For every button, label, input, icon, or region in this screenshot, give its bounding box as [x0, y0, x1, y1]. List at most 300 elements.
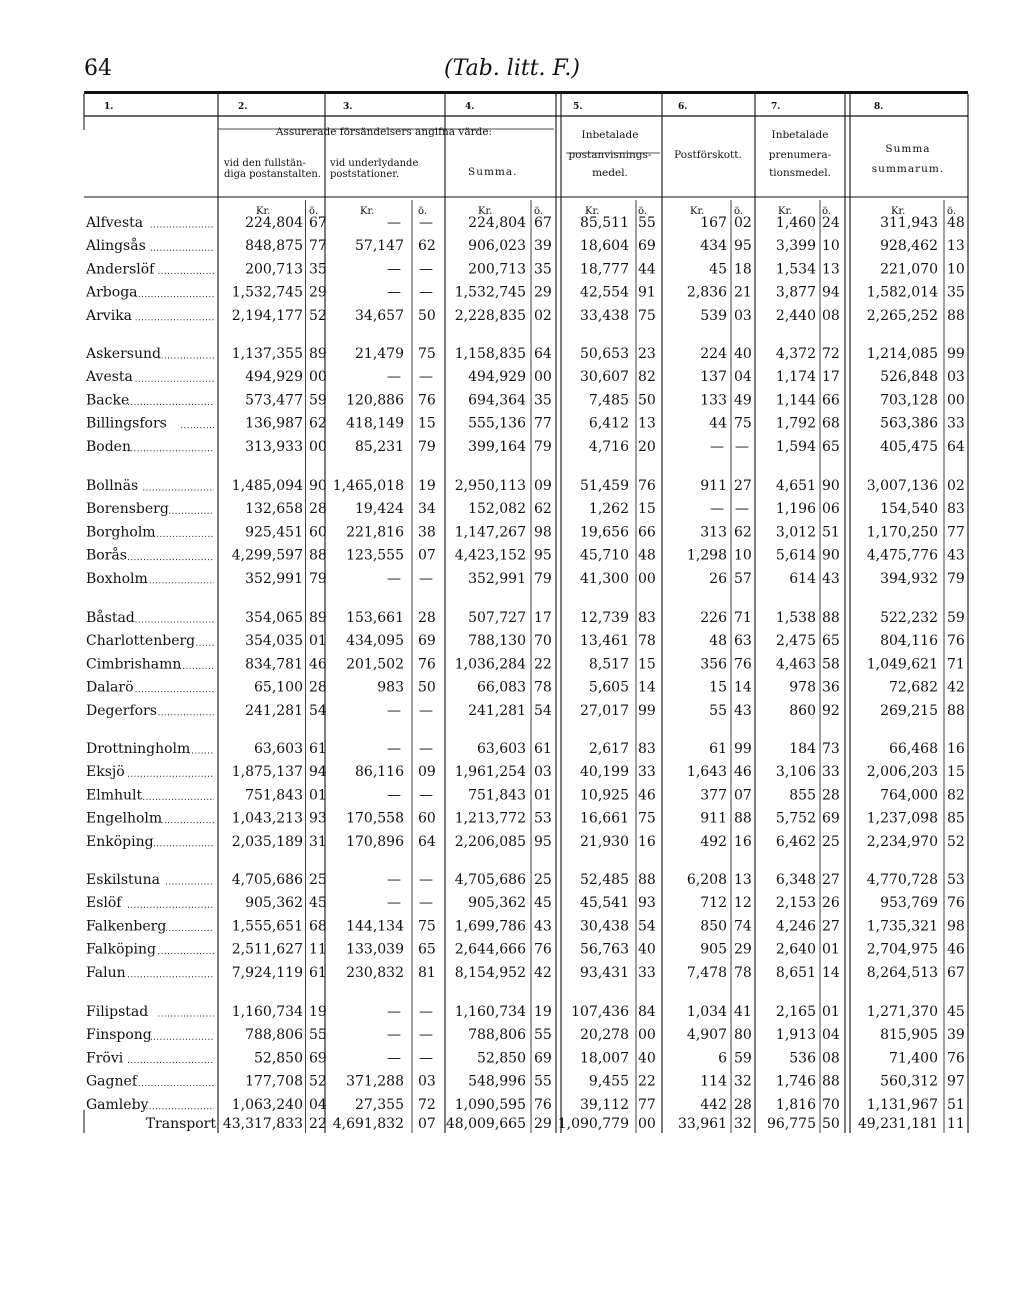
value-kronor: 30,607: [580, 369, 629, 386]
page-title: (Tab. litt. F.): [444, 56, 580, 81]
value-kronor: 85,231: [355, 438, 404, 455]
station-name: Degerfors: [86, 702, 157, 719]
value-ore: 98: [947, 918, 965, 935]
empty-dash: —: [419, 787, 433, 804]
value-ore: 76: [947, 633, 965, 650]
transport-kronor: 96,775: [767, 1116, 816, 1132]
transport-kronor: 4,691,832: [332, 1116, 404, 1132]
value-kronor: 703,128: [880, 392, 938, 409]
empty-dash: —: [419, 1004, 433, 1020]
value-kronor: 21,479: [355, 346, 404, 362]
station-name: Alingsås: [86, 238, 146, 255]
value-ore: 35: [947, 284, 965, 301]
value-kronor: 1,735,321: [866, 918, 938, 935]
value-ore: 00: [309, 438, 327, 455]
value-kronor: 66,468: [889, 741, 938, 757]
value-ore: 90: [822, 478, 840, 494]
empty-dash: —: [387, 741, 401, 757]
value-ore: 48: [947, 215, 965, 231]
value-kronor: 16,661: [580, 810, 629, 827]
value-ore: 97: [947, 1073, 965, 1090]
value-kronor: 494,929: [245, 369, 303, 386]
value-ore: 00: [638, 1027, 656, 1044]
value-ore: 39: [534, 238, 552, 255]
value-kronor: 41,300: [580, 570, 629, 587]
value-kronor: 1,816: [775, 1096, 816, 1113]
value-kronor: 1,465,018: [332, 478, 404, 494]
value-ore: 79: [534, 570, 552, 587]
value-kronor: 3,012: [775, 524, 816, 541]
column-number: 1.: [104, 102, 114, 112]
value-ore: 75: [418, 918, 436, 935]
value-ore: 88: [822, 610, 840, 626]
value-ore: 88: [734, 810, 752, 827]
value-kronor: 85,511: [580, 215, 629, 231]
col5-header: medel.: [592, 167, 628, 179]
value-ore: 20: [638, 438, 656, 455]
col7-header: prenumera-: [768, 149, 832, 161]
unit-ore: ö.: [418, 206, 428, 217]
value-kronor: 152,082: [468, 501, 526, 518]
value-ore: 76: [638, 478, 656, 494]
station-name: Elmhult: [86, 787, 143, 804]
value-ore: 28: [822, 787, 840, 804]
value-ore: 46: [309, 656, 327, 673]
value-kronor: 224,804: [245, 215, 303, 231]
value-ore: 24: [822, 215, 840, 231]
value-kronor: 563,386: [880, 415, 938, 432]
value-kronor: 52,485: [580, 872, 629, 888]
value-ore: 82: [947, 787, 965, 804]
value-kronor: 560,312: [880, 1073, 938, 1090]
value-ore: 76: [534, 941, 552, 958]
value-kronor: 12,739: [580, 610, 629, 626]
value-kronor: 906,023: [468, 238, 526, 255]
value-ore: 43: [822, 570, 840, 587]
value-ore: 76: [947, 895, 965, 912]
value-ore: 77: [534, 415, 552, 432]
column-number: 4.: [465, 102, 475, 112]
value-kronor: 241,281: [468, 702, 526, 719]
value-ore: 16: [947, 741, 965, 757]
value-kronor: 52,850: [477, 1050, 526, 1067]
unit-kronor: Kr.: [690, 206, 705, 217]
value-kronor: 1,137,355: [231, 346, 303, 362]
unit-kronor: Kr.: [360, 206, 375, 217]
value-kronor: 7,924,119: [231, 964, 303, 981]
value-ore: 68: [822, 415, 840, 432]
value-ore: 88: [947, 307, 965, 324]
value-kronor: 804,116: [880, 633, 938, 650]
value-kronor: 815,905: [880, 1027, 938, 1044]
value-ore: 15: [638, 501, 656, 518]
value-kronor: 434: [700, 238, 727, 255]
value-kronor: 27,355: [355, 1096, 404, 1113]
value-ore: 40: [638, 1050, 656, 1067]
value-ore: 27: [734, 478, 752, 494]
value-kronor: 26: [709, 570, 727, 587]
value-kronor: 8,264,513: [866, 964, 938, 981]
unit-kronor: Kr.: [256, 206, 271, 217]
value-ore: 72: [822, 346, 840, 362]
empty-dash: —: [387, 284, 401, 301]
station-name: Falköping: [86, 941, 156, 958]
value-kronor: 200,713: [468, 261, 526, 278]
value-kronor: 107,436: [571, 1004, 629, 1020]
value-kronor: 52,850: [254, 1050, 303, 1067]
value-kronor: 57,147: [355, 238, 404, 255]
value-kronor: 51,459: [580, 478, 629, 494]
transport-kronor: 1,090,779: [557, 1116, 629, 1132]
value-kronor: 1,460: [775, 215, 816, 231]
value-ore: 90: [309, 478, 327, 494]
unit-kronor: Kr.: [891, 206, 906, 217]
empty-dash: —: [419, 369, 433, 386]
value-ore: 55: [534, 1027, 552, 1044]
value-kronor: 352,991: [245, 570, 303, 587]
value-ore: 64: [947, 438, 965, 455]
value-kronor: 539: [700, 307, 727, 324]
value-kronor: 224,804: [468, 215, 526, 231]
value-kronor: 61: [709, 741, 727, 757]
value-kronor: 48: [709, 633, 727, 650]
value-kronor: 764,000: [880, 787, 938, 804]
col5-header: Inbetalade: [581, 129, 639, 141]
value-kronor: 788,806: [468, 1027, 526, 1044]
value-kronor: 19,424: [355, 501, 404, 518]
value-ore: 01: [822, 941, 840, 958]
empty-dash: —: [419, 570, 433, 587]
value-ore: 67: [947, 964, 965, 981]
value-kronor: 1,170,250: [866, 524, 938, 541]
value-ore: 55: [534, 1073, 552, 1090]
value-ore: 66: [822, 392, 840, 409]
value-ore: 79: [534, 438, 552, 455]
transport-ore: 29: [534, 1116, 552, 1132]
value-ore: 59: [309, 392, 327, 409]
value-ore: 04: [309, 1096, 327, 1113]
value-kronor: 788,806: [245, 1027, 303, 1044]
unit-ore: ö.: [534, 206, 544, 217]
value-kronor: 1,699,786: [454, 918, 526, 935]
value-kronor: 2,035,189: [231, 833, 303, 850]
value-ore: 43: [534, 918, 552, 935]
value-kronor: 3,877: [775, 284, 816, 301]
station-name: Anderslöf: [86, 261, 155, 278]
value-kronor: 63,603: [254, 741, 303, 757]
unit-ore: ö.: [734, 206, 744, 217]
value-ore: 38: [418, 524, 436, 541]
empty-dash: —: [387, 570, 401, 587]
value-kronor: 4,770,728: [866, 872, 938, 888]
value-ore: 65: [418, 941, 436, 958]
col6-header: Postförskott.: [674, 149, 742, 161]
value-ore: 76: [418, 392, 436, 409]
value-kronor: 2,265,252: [866, 307, 938, 324]
value-kronor: 860: [789, 702, 816, 719]
value-kronor: 2,234,970: [866, 833, 938, 850]
value-kronor: 137: [700, 369, 727, 386]
value-kronor: 133: [700, 392, 727, 409]
value-ore: 42: [534, 964, 552, 981]
value-kronor: 93,431: [580, 964, 629, 981]
value-kronor: 1,792: [775, 415, 816, 432]
value-ore: 88: [309, 547, 327, 564]
value-ore: 74: [734, 918, 752, 935]
value-kronor: 136,987: [245, 415, 303, 432]
station-name: Avesta: [86, 369, 133, 386]
value-ore: 66: [638, 524, 656, 541]
value-kronor: 3,106: [775, 764, 816, 781]
empty-dash: —: [419, 1050, 433, 1067]
value-kronor: 4,299,597: [231, 547, 303, 564]
value-ore: 46: [638, 787, 656, 804]
value-kronor: 394,932: [880, 570, 938, 587]
value-ore: 54: [638, 918, 656, 935]
value-kronor: 492: [700, 833, 727, 850]
value-ore: 76: [418, 656, 436, 673]
value-ore: 81: [418, 964, 436, 981]
value-ore: 27: [822, 872, 840, 888]
col5-header: postanvisnings-: [568, 149, 652, 161]
value-ore: 51: [822, 524, 840, 541]
value-kronor: 1,160,734: [231, 1004, 303, 1020]
value-ore: 75: [638, 810, 656, 827]
empty-dash: —: [387, 1004, 401, 1020]
value-kronor: 2,228,835: [454, 307, 526, 324]
value-ore: 33: [638, 964, 656, 981]
value-ore: 04: [734, 369, 752, 386]
value-kronor: 855: [789, 787, 816, 804]
value-ore: 14: [822, 964, 840, 981]
value-ore: 95: [734, 238, 752, 255]
value-ore: 78: [534, 679, 552, 696]
value-kronor: 120,886: [346, 392, 404, 409]
value-kronor: 834,781: [245, 656, 303, 673]
value-ore: 78: [734, 964, 752, 981]
value-kronor: 4,705,686: [231, 872, 303, 888]
value-kronor: 788,130: [468, 633, 526, 650]
value-ore: 33: [947, 415, 965, 432]
value-ore: 49: [734, 392, 752, 409]
value-kronor: 911: [700, 810, 727, 827]
value-kronor: 241,281: [245, 702, 303, 719]
value-ore: 01: [309, 633, 327, 650]
station-name: Borensberg: [86, 501, 169, 518]
value-ore: 88: [947, 702, 965, 719]
value-kronor: 850: [700, 918, 727, 935]
station-name: Charlottenberg: [86, 633, 196, 650]
value-ore: 62: [734, 524, 752, 541]
transport-kronor: 33,961: [678, 1116, 727, 1132]
value-kronor: 154,540: [880, 501, 938, 518]
value-ore: 92: [822, 702, 840, 719]
value-kronor: 905,362: [245, 895, 303, 912]
value-ore: 64: [534, 346, 552, 362]
value-ore: 69: [638, 238, 656, 255]
empty-dash: —: [419, 741, 433, 757]
value-kronor: 2,644,666: [454, 941, 526, 958]
value-ore: 43: [947, 547, 965, 564]
value-ore: 13: [947, 238, 965, 255]
station-name: Falun: [86, 964, 126, 981]
value-ore: 02: [534, 307, 552, 324]
empty-dash: —: [419, 284, 433, 301]
value-kronor: 5,752: [775, 810, 816, 827]
value-ore: 85: [947, 810, 965, 827]
value-ore: 28: [309, 501, 327, 518]
value-kronor: 177,708: [245, 1073, 303, 1090]
value-kronor: 1,298: [686, 547, 727, 564]
value-ore: 40: [638, 941, 656, 958]
value-kronor: 311,943: [880, 215, 938, 231]
value-ore: 70: [534, 633, 552, 650]
value-ore: 16: [638, 833, 656, 850]
value-ore: 08: [822, 1050, 840, 1067]
column-number: 6.: [678, 102, 688, 112]
value-kronor: 1,271,370: [866, 1004, 938, 1020]
col2-header: vid den fullstän-: [224, 158, 306, 169]
value-ore: 07: [418, 547, 436, 564]
value-kronor: 226: [700, 610, 727, 626]
value-ore: 61: [309, 964, 327, 981]
value-kronor: 1,131,967: [866, 1096, 938, 1113]
value-kronor: 221,816: [346, 524, 404, 541]
value-kronor: 50,653: [580, 346, 629, 362]
value-kronor: 1,582,014: [866, 284, 938, 301]
value-ore: 07: [734, 787, 752, 804]
transport-kronor: 49,231,181: [857, 1116, 938, 1132]
value-ore: 12: [734, 895, 752, 912]
empty-dash: —: [419, 872, 433, 888]
value-kronor: 4,651: [775, 478, 816, 494]
value-kronor: 953,769: [880, 895, 938, 912]
unit-kronor: Kr.: [478, 206, 493, 217]
value-kronor: 13,461: [580, 633, 629, 650]
value-ore: 91: [638, 284, 656, 301]
value-kronor: 269,215: [880, 702, 938, 719]
value-ore: 83: [947, 501, 965, 518]
value-kronor: 184: [789, 741, 816, 757]
empty-dash: —: [735, 501, 749, 518]
value-kronor: 5,605: [588, 679, 629, 696]
value-ore: 00: [534, 369, 552, 386]
value-ore: 53: [947, 872, 965, 888]
empty-dash: —: [387, 787, 401, 804]
value-kronor: 848,875: [245, 238, 303, 255]
value-kronor: 507,727: [468, 610, 526, 626]
empty-dash: —: [387, 215, 401, 231]
empty-dash: —: [735, 438, 749, 455]
value-ore: 54: [534, 702, 552, 719]
value-ore: 63: [734, 633, 752, 650]
value-kronor: 2,006,203: [866, 764, 938, 781]
value-ore: 60: [309, 524, 327, 541]
value-ore: 42: [947, 679, 965, 696]
value-kronor: 1,913: [775, 1027, 816, 1044]
transport-kronor: 48,009,665: [445, 1116, 526, 1132]
value-ore: 76: [534, 1096, 552, 1113]
value-ore: 35: [534, 392, 552, 409]
value-ore: 69: [822, 810, 840, 827]
value-kronor: 19,656: [580, 524, 629, 541]
value-ore: 71: [734, 610, 752, 626]
value-kronor: 555,136: [468, 415, 526, 432]
col8-header: Summa: [885, 143, 931, 155]
value-ore: 95: [534, 547, 552, 564]
value-kronor: 313: [700, 524, 727, 541]
value-kronor: 911: [700, 478, 727, 494]
value-kronor: 356: [700, 656, 727, 673]
empty-dash: —: [419, 261, 433, 278]
value-ore: 44: [638, 261, 656, 278]
value-ore: 77: [309, 238, 327, 255]
value-ore: 61: [309, 741, 327, 757]
value-ore: 33: [822, 764, 840, 781]
col7-header: tionsmedel.: [769, 167, 831, 179]
value-ore: 13: [734, 872, 752, 888]
empty-dash: —: [387, 1050, 401, 1067]
value-kronor: 1,532,745: [454, 284, 526, 301]
value-ore: 18: [734, 261, 752, 278]
value-kronor: 4,246: [775, 918, 816, 935]
value-ore: 67: [309, 215, 327, 231]
value-ore: 75: [638, 307, 656, 324]
value-kronor: 200,713: [245, 261, 303, 278]
value-kronor: 1,144: [775, 392, 816, 409]
value-ore: 13: [638, 415, 656, 432]
value-ore: 79: [947, 570, 965, 587]
station-name: Engelholm: [86, 810, 163, 827]
station-name: Askersund: [86, 346, 161, 362]
value-kronor: 18,777: [580, 261, 629, 278]
value-ore: 15: [418, 415, 436, 432]
value-kronor: 522,232: [880, 610, 938, 626]
value-kronor: 1,160,734: [454, 1004, 526, 1020]
value-kronor: 5,614: [775, 547, 816, 564]
value-ore: 59: [734, 1050, 752, 1067]
value-ore: 53: [534, 810, 552, 827]
value-ore: 00: [638, 570, 656, 587]
value-ore: 26: [822, 895, 840, 912]
value-ore: 65: [822, 633, 840, 650]
value-kronor: 2,511,627: [231, 941, 303, 958]
value-kronor: 1,036,284: [454, 656, 526, 673]
value-ore: 28: [734, 1096, 752, 1113]
value-kronor: 3,399: [775, 238, 816, 255]
value-ore: 62: [534, 501, 552, 518]
value-kronor: 1,147,267: [454, 524, 526, 541]
value-kronor: 548,996: [468, 1073, 526, 1090]
value-kronor: 494,929: [468, 369, 526, 386]
transport-ore: 11: [947, 1116, 965, 1132]
value-kronor: 1,532,745: [231, 284, 303, 301]
station-name: Arvika: [86, 307, 133, 324]
col8-header: summarum.: [871, 163, 945, 175]
value-ore: 58: [822, 656, 840, 673]
value-kronor: 132,658: [245, 501, 303, 518]
value-ore: 35: [309, 261, 327, 278]
value-kronor: 27,017: [580, 702, 629, 719]
value-ore: 75: [418, 346, 436, 362]
value-ore: 79: [418, 438, 436, 455]
value-ore: 51: [947, 1096, 965, 1113]
value-ore: 72: [418, 1096, 436, 1113]
value-kronor: 133,039: [346, 941, 404, 958]
value-kronor: 44: [709, 415, 727, 432]
value-ore: 50: [418, 307, 436, 324]
value-kronor: 1,043,213: [231, 810, 303, 827]
